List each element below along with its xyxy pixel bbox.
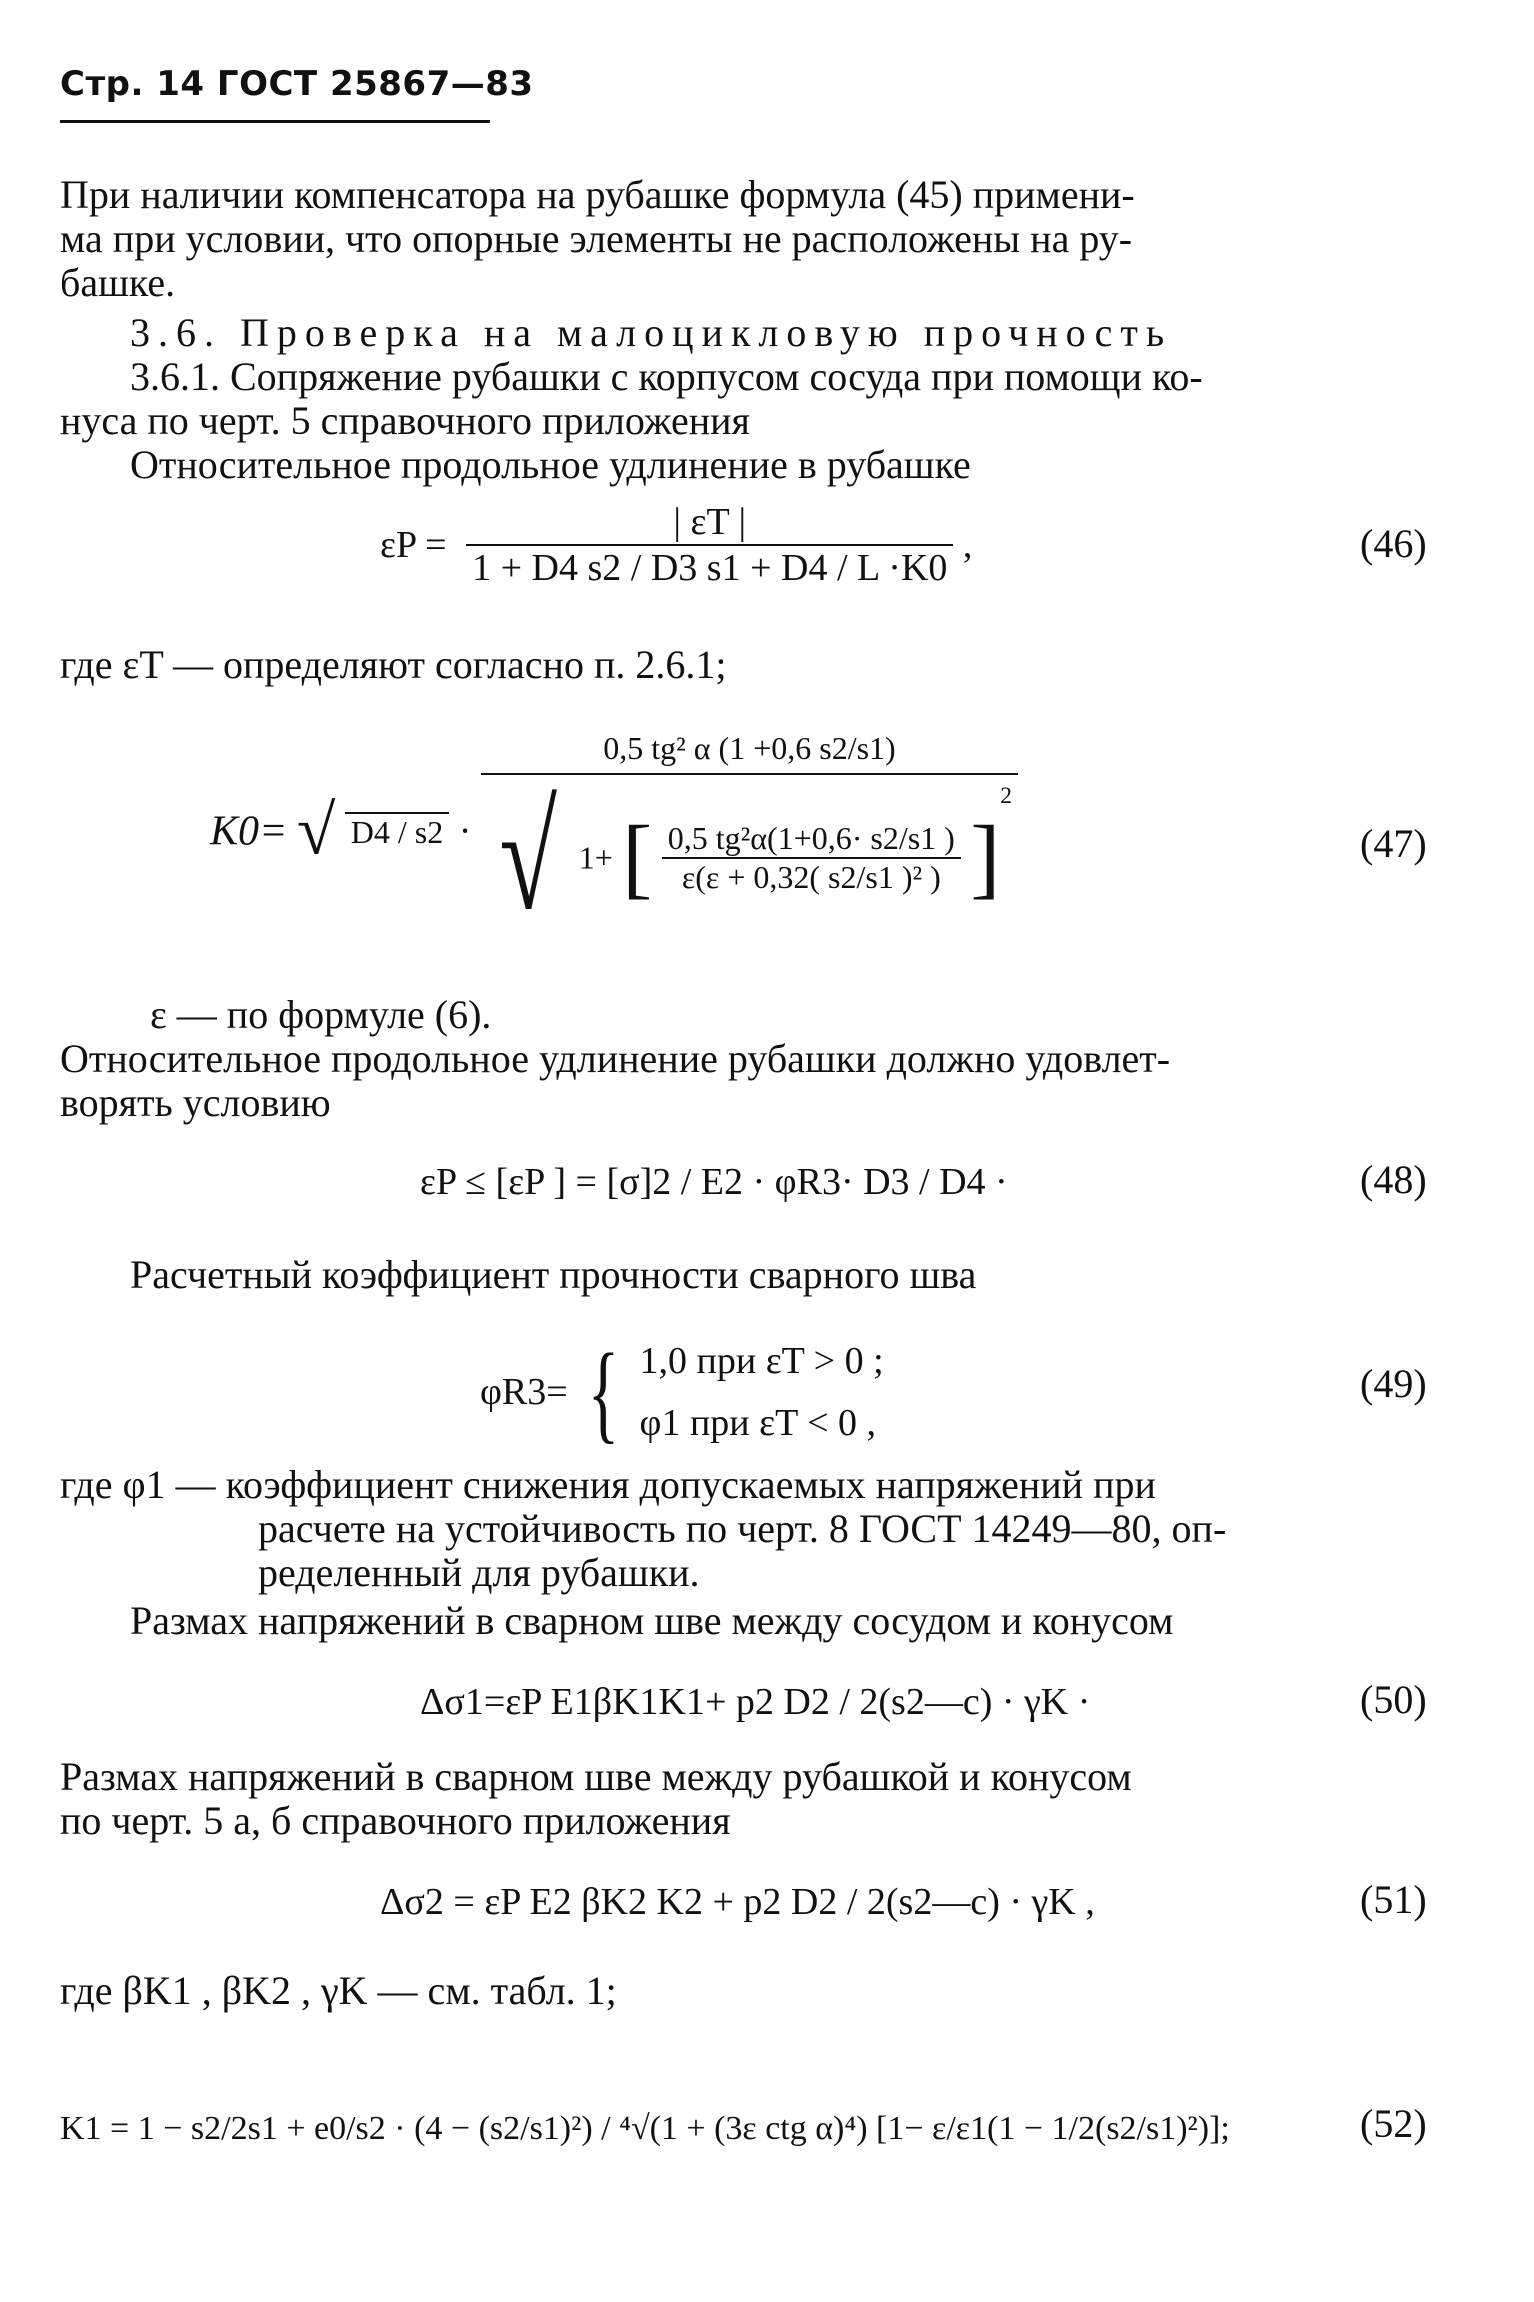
eq48-text: εP ≤ [εP ] = [σ]2 / E2 · φR3· D3 / D4 ·	[420, 1161, 1008, 1203]
eq47-sqrt-arg	[345, 812, 449, 851]
eq50-number: (50)	[1360, 1677, 1427, 1722]
eq47-inner-num: 0,5 tg²α(1+0,6· s2/s1 )	[667, 820, 955, 856]
eq48-number: (48)	[1360, 1157, 1427, 1202]
eq47-number: (47)	[1360, 821, 1427, 866]
eq47-radical: √	[499, 775, 557, 941]
eq46-numerator: | εT |	[673, 501, 747, 543]
eq47-sqrt-arg-text: D4 / s2	[350, 814, 444, 850]
eq47-lbracket: [	[622, 808, 653, 908]
eq49-case2: φ1 при εT < 0 ,	[639, 1402, 877, 1444]
eq46-fraction	[466, 500, 953, 590]
eq46-tail: ,	[962, 524, 973, 566]
eq49-number: (49)	[1360, 1361, 1427, 1406]
section-3-6-1-line1: 3.6.1. Сопряжение рубашки с корпусом сосуда при помощи ко-	[130, 354, 1203, 399]
where-phi1-line1: где φ1 — коэффициент снижения допускаемых напряжений при	[60, 1462, 1156, 1507]
eq47-numerator: 0,5 tg² α (1 +0,6 s2/s1)	[603, 730, 896, 766]
range-jacket-line1: Размах напряжений в сварном шве между рубашкой и конусом	[60, 1754, 1132, 1799]
eq47	[210, 730, 1018, 941]
eq51-text: Δσ2 = εP E2 βK2 K2 + p2 D2 / 2(s2—c) · γK ,	[380, 1881, 1095, 1923]
section-3-6-1-line2: нуса по черт. 5 справочного приложения	[60, 398, 750, 443]
section-3-6-heading: 3.6. Проверка на малоцикловую прочность	[130, 310, 1173, 355]
eq52-number: (52)	[1360, 2101, 1427, 2146]
para-condition-line1: Относительное продольное удлинение рубашки должно удовлет-	[60, 1036, 1171, 1081]
eq49	[480, 1330, 884, 1454]
eq49-brace: {	[587, 1331, 620, 1453]
eq46-number: (46)	[1360, 521, 1427, 566]
eq49-case1: 1,0 при εT > 0 ;	[639, 1340, 884, 1382]
para1-line3: башке.	[60, 260, 176, 305]
where-beta: где βK1 , βK2 , γK — см. табл. 1;	[60, 1968, 617, 2013]
range-jacket-line2: по черт. 5 а, б справочного приложения	[60, 1798, 731, 1843]
eq47-denominator: √ 1+ [ $\frac{\text{0,5 tg²α(1+0,6· s2/s1 )}}{\text{ε(ε + 0,32( s2/s1 )² )}}$ ]$^2$	[481, 773, 1018, 933]
eq49-cases	[640, 1330, 884, 1454]
eq46-lhs: εP =	[380, 524, 447, 566]
where-phi1-line2: расчете на устойчивость по черт. 8 ГОСТ 14249—80, оп-	[258, 1506, 1227, 1551]
eq47-main-fraction	[481, 730, 1018, 941]
eq47-dot: ·	[458, 810, 472, 853]
eq47-lhs: K0=	[210, 808, 288, 855]
eq47-rbracket: ]	[970, 808, 1001, 908]
where-phi1-line3: ределенный для рубашки.	[258, 1550, 700, 1595]
page-header: Стр. 14 ГОСТ 25867—83	[60, 64, 534, 104]
eq49-lhs: φR3=	[480, 1371, 568, 1413]
eq47-inner-den: ε(ε + 0,32( s2/s1 )² )	[662, 857, 961, 896]
eq46-denominator: 1 + D4 s2 / D3 s1 + D4 / L ·K0	[466, 544, 953, 590]
eq47-one-plus: 1+	[578, 839, 613, 876]
rel-elong-intro: Относительное продольное удлинение в рубашке	[130, 442, 971, 487]
eps-formula: ε — по формуле (6).	[150, 992, 492, 1037]
eq47-inner-fraction	[662, 820, 961, 896]
para1-line2: ма при условии, что опорные элементы не расположены на ру-	[60, 216, 1133, 261]
where-eT: где εT — определяют согласно п. 2.6.1;	[60, 642, 727, 687]
para1-line1: При наличии компенсатора на рубашке формула (45) примени-	[60, 172, 1135, 217]
weld-coeff: Расчетный коэффициент прочности сварного шва	[130, 1252, 977, 1297]
eq50-text: Δσ1=εP E1βK1K1+ p2 D2 / 2(s2—c) · γK ·	[420, 1681, 1091, 1723]
sqrt-sign: √	[296, 792, 336, 870]
para-condition-line2: ворять условию	[60, 1080, 331, 1125]
eq46	[380, 500, 972, 590]
range-vessel: Размах напряжений в сварном шве между сосудом и конусом	[130, 1598, 1174, 1643]
eq52-text: K1 = 1 − s2/2s1 + e0/s2 · (4 − (s2/s1)²) / ⁴√(1 + (3ε ctg α)⁴) [1− ε/ε1(1 − 1/2(s2/s1)²)];	[60, 2110, 1230, 2147]
header-rule	[60, 120, 490, 123]
eq51-number: (51)	[1360, 1877, 1427, 1922]
